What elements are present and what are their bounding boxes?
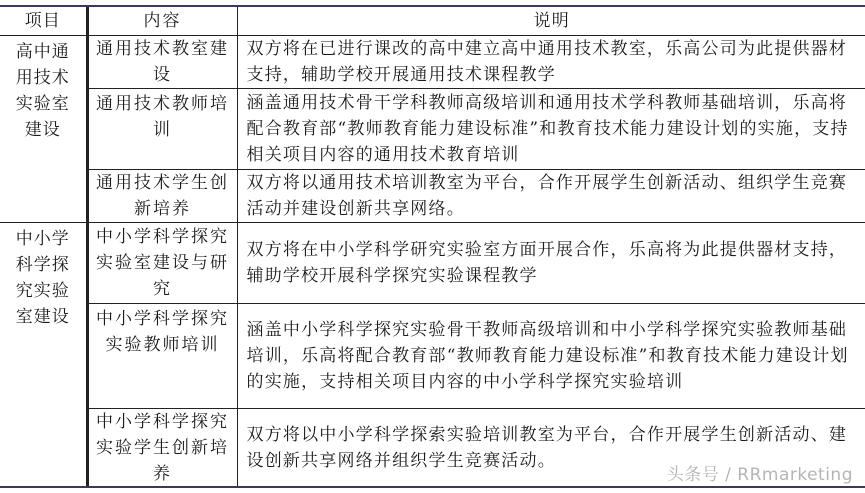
header-content: 内容 — [87, 7, 237, 36]
description-cell: 双方将以中小学科学探索实验培训教室为平台，合作开展学生创新活动、建设创新共享网络并组织学生竞赛活动。 — [237, 409, 865, 488]
header-item: 项目 — [0, 7, 87, 36]
description-cell: 双方将以通用技术培训教室为平台，合作开展学生创新活动、组织学生竞赛活动并建设创新共享网络。 — [237, 170, 865, 223]
description-cell: 涵盖中小学科学探究实验骨干教师高级培训和中小学科学探究实验教师基础培训，乐高将配合教育部“教师教育能力建设标准”和教育技术能力建设计划的实施，支持相关项目内容的中小学科学探究实验培训 — [237, 304, 865, 409]
item-label: 高中通用技术实验室建设 — [15, 42, 70, 140]
content-cell: 通用技术教师培训 — [87, 89, 237, 170]
description-cell: 涵盖通用技术骨干学科教师高级培训和通用技术学科教师基础培训，乐高将配合教育部“教师教育能力建设标准”和教育技术能力建设计划的实施，支持相关项目内容的通用技术教育培训 — [237, 89, 865, 170]
table-row — [0, 170, 865, 223]
description-cell: 双方将在中小学科学研究实验室方面开展合作，乐高将为此提供器材支持，辅助学校开展科学探究实验课程教学 — [237, 223, 865, 304]
watermark: 头条号 / RRmarketing — [666, 465, 853, 485]
item-cell — [0, 223, 87, 488]
table-row — [0, 89, 865, 170]
header-description: 说明 — [237, 7, 865, 36]
content-cell: 中小学科学探究实验教师培训 — [87, 304, 237, 409]
table-row — [0, 304, 865, 409]
cooperation-table — [0, 7, 865, 488]
content-cell: 中小学科学探究实验室建设与研究 — [87, 223, 237, 304]
table-row — [0, 36, 865, 89]
content-cell: 通用技术学生创新培养 — [87, 170, 237, 223]
item-label: 中小学科学探究实验室建设 — [15, 229, 70, 327]
description-cell: 双方将在已进行课改的高中建立高中通用技术教室，乐高公司为此提供器材支持，辅助学校开展通用技术课程教学 — [237, 36, 865, 89]
table-bottom-rule — [0, 486, 865, 488]
content-cell: 通用技术教室建设 — [87, 36, 237, 89]
table-row — [0, 223, 865, 304]
item-cell — [0, 36, 87, 223]
content-cell: 中小学科学探究实验学生创新培养 — [87, 409, 237, 488]
table-header-row — [0, 7, 865, 36]
